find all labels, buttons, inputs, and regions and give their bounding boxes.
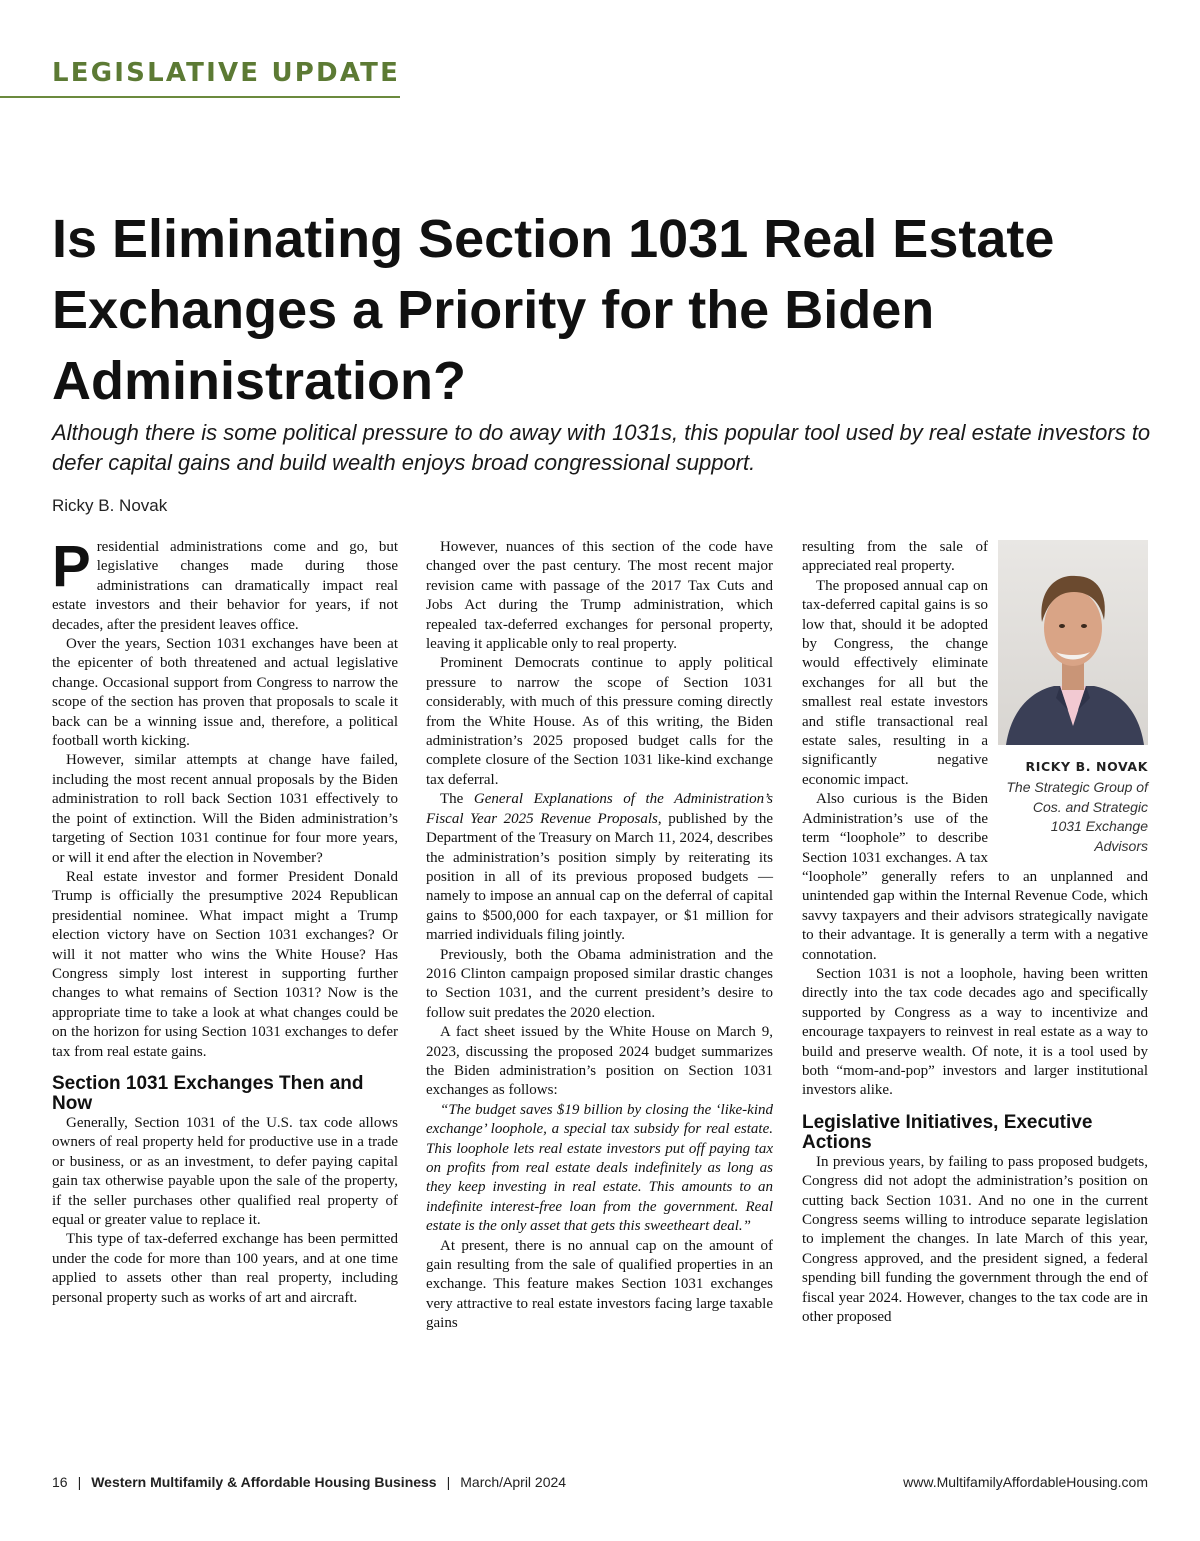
section-heading: Legislative Initiatives, Executive Actions (802, 1111, 1093, 1153)
paragraph: resulting from the sale of appreciated real property. (802, 539, 988, 575)
byline: Ricky B. Novak (52, 496, 168, 515)
column-1 (52, 534, 398, 1308)
photo-caption-name: RICKY B. NOVAK (1025, 759, 1148, 774)
paragraph: Also curious is the Biden Administration’s use of the term “loophole” to describe Section 1031 exchanges. A tax “loophole” generally refers to an unplanned and unintended gap within the Internal Revenue Code, which savvy taxpayers and their advisors strategically navigate to their advantage. It is generally a term with a negative connotation. (802, 791, 1148, 963)
author-photo-block (998, 540, 1148, 856)
paragraph (426, 790, 773, 945)
footer-separator: | (446, 1474, 451, 1490)
paragraph (52, 534, 398, 635)
footer-left (52, 1474, 566, 1490)
paragraph: This type of tax-deferred exchange has been permitted under the code for more than 100 years, and at one time applied to assets other than real property, including personal property such as works of art and aircraft. (52, 1231, 398, 1306)
paragraph: In previous years, by failing to pass proposed budgets, Congress did not adopt the administration’s position on cutting back Section 1031. And no one in the current Congress seems willing to introduce separate legislation to implement the changes. In late March of this year, Congress approved, and the president signed, a federal spending bill funding the government through the end of fiscal year 2024. However, changes to the tax code are in other proposed (802, 1153, 1148, 1326)
paragraph: Prominent Democrats continue to apply political pressure to narrow the scope of Section 1031 considerably, with much of this pressure coming directly from the White House. As of this writing, the Biden administration’s 2025 proposed budget calls for the complete closure of the Section 1031 like-kind exchange tax deferral. (426, 655, 773, 788)
block-quote: “The budget saves $19 billion by closing the ‘like-kind exchange’ loophole, a special tax subsidy for real estate. This loophole lets real estate investors put off paying tax on profits from real estate deals indefinitely as long as they keep investing in real estate. This amounts to an indefinite interest-free loan from the government. Real estate is the only asset that gets this sweetheart deal.” (426, 1101, 773, 1235)
section-rule (0, 96, 400, 98)
section-heading: Section 1031 Exchanges Then and Now (52, 1072, 364, 1114)
column-2 (426, 538, 773, 1334)
paragraph: Over the years, Section 1031 exchanges have been at the epicenter of both threatened and actual legislative change. Occasional support from Congress to narrow the scope of the section has proven that proposals to scale it back can be a winning issue and, therefore, a political football worth kicking. (52, 636, 398, 750)
paragraph: Generally, Section 1031 of the U.S. tax code allows owners of real property held for productive use in a trade or business, or as an investment, to defer paying capital gain tax otherwise payable upon the sale of the property, if the seller purchases other qualified real property of equal or greater value to replace it. (52, 1114, 398, 1228)
page-number: 16 (52, 1474, 68, 1490)
footer-separator: | (77, 1474, 82, 1490)
issue-date: March/April 2024 (460, 1474, 567, 1490)
paragraph: A fact sheet issued by the White House on March 9, 2023, discussing the proposed 2024 budget summarizes the Biden administration’s position on Section 1031 exchanges as follows: (426, 1024, 773, 1099)
photo-caption-affiliation: The Strategic Group of Cos. and Strategic 1031 Exchange Advisors (1006, 779, 1148, 854)
website-url: www.MultifamilyAffordableHousing.com (903, 1474, 1148, 1490)
paragraph: The proposed annual cap on tax-deferred capital gains is so low that, should it be adopted by Congress, the change would effectively eliminate exchanges for all but the smallest real estate investors and stifle transactional real estate sales, resulting in a significantly negative economic impact. (802, 577, 988, 788)
author-photo (998, 540, 1148, 745)
article-subtitle: Although there is some political pressure to do away with 1031s, this popular tool used by real estate investors to defer capital gains and build wealth enjoys broad congressional support. (52, 420, 1151, 475)
paragraph: Real estate investor and former President Donald Trump is officially the presumptive 2024 Republican presidential nominee. What impact might a Trump election victory have on Section 1031 exchanges? Or will it not matter who wins the White House? Has Congress simply lost interest in supporting further changes to what remains of Section 1031? Now is the appropriate time to take a look at what changes could be on the horizon for using Section 1031 exchanges to defer tax from real estate gains. (52, 868, 398, 1060)
drop-cap: P (52, 534, 91, 599)
paragraph: However, similar attempts at change have failed, including the most recent annual proposals by the Biden administration to roll back Section 1031 effectively to the point of extinction. Will the Biden administration’s targeting of Section 1031 continue for four more years, or will it end after the election in November? (52, 752, 398, 866)
column-3 (802, 538, 1148, 1327)
page-footer (52, 1474, 1148, 1490)
paragraph-text: The (440, 791, 474, 808)
paragraph: However, nuances of this section of the code have changed over the past century. The most recent major revision came with passage of the 2017 Tax Cuts and Jobs Act during the Trump administration, which repealed tax-deferred exchanges for personal property, leaving it applicable only to real property. (426, 539, 773, 653)
paragraph: Previously, both the Obama administration and the 2016 Clinton campaign proposed similar drastic changes to Section 1031, and the current president’s desire to follow suit predates the 2020 election. (426, 946, 773, 1021)
paragraph: At present, there is no annual cap on the amount of gain resulting from the sale of qualified properties in an exchange. This feature makes Section 1031 exchanges very attractive to real estate investors facing large taxable gains (426, 1237, 773, 1332)
paragraph-text: , published by the Department of the Treasury on March 11, 2024, describes the administration’s position simply by reiterating its position in all of its previous proposed budgets — namely to impose an annual cap on the deferral of capital gains to $500,000 for each taxpayer, or $1 million for married individuals filing jointly. (426, 810, 773, 944)
paragraph: Section 1031 is not a loophole, having been written directly into the tax code decades ago and specifically supported by Congress as a way to incentivize and encourage taxpayers to reinvest in real estate as a way to build and preserve wealth. Of note, it is a tool used by both “mom-and-pop” investors and larger institutional investors alike. (802, 965, 1148, 1099)
document-title-italic: General Explanations of the Administration’s Fiscal Year 2025 Revenue Proposals (426, 791, 773, 827)
section-label: LEGISLATIVE UPDATE (52, 58, 401, 88)
article-title: Is Eliminating Section 1031 Real Estate Exchanges a Priority for the Biden Administration? (52, 209, 1055, 411)
paragraph-text: residential administrations come and go, but legislative changes made during those administrations can dramatically impact real estate investors and their behavior for years, if not decades, after the president leaves office. (52, 539, 398, 633)
publication-name: Western Multifamily & Affordable Housing Business (91, 1474, 437, 1490)
